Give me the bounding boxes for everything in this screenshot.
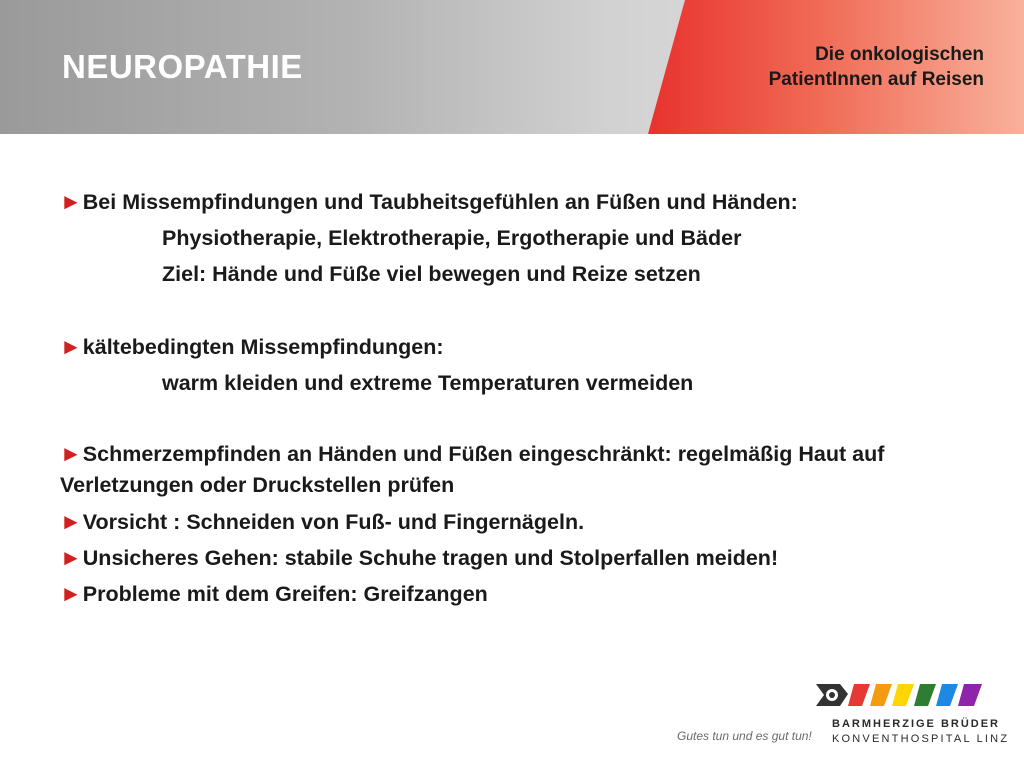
- bullet-text: Schmerzempfinden an Händen und Füßen eingeschränkt: regelmäßig Haut auf Verletzungen oder Druckstellen prüfen: [60, 442, 885, 497]
- bullet-greifen: [60, 576, 980, 612]
- bullet-naegel: [60, 504, 980, 540]
- subtitle-line-2: PatientInnen auf Reisen: [768, 69, 984, 90]
- bullet-arrow-icon: ►: [60, 509, 82, 534]
- bullet-text: kältebedingten Missempfindungen:: [82, 335, 444, 359]
- bullet-kaelte: [60, 329, 980, 365]
- bullet-text: Unsicheres Gehen: stabile Schuhe tragen und Stolperfallen meiden!: [82, 546, 779, 570]
- header-banner: [0, 0, 1024, 134]
- bullet-arrow-icon: ►: [60, 334, 82, 359]
- bullet-text: Bei Missempfindungen und Taubheitsgefühlen an Füßen und Händen:: [82, 190, 798, 214]
- bullet-text: Vorsicht : Schneiden von Fuß- und Fingernägeln.: [82, 510, 585, 534]
- presentation-subtitle: [769, 42, 984, 92]
- slide-content: [60, 184, 980, 612]
- color-stripes-icon: [848, 684, 982, 706]
- bullet-arrow-icon: ►: [60, 581, 82, 606]
- bullet-schmerzempfinden: [60, 438, 980, 501]
- page-title: NEUROPATHIE: [62, 48, 303, 85]
- sub-item-warm: warm kleiden und extreme Temperaturen vermeiden: [162, 371, 694, 395]
- sub-item-goal: Ziel: Hände und Füße viel bewegen und Reize setzen: [162, 262, 701, 286]
- subtitle-line-1: Die onkologischen: [815, 44, 984, 65]
- slogan-text: Gutes tun und es gut tun!: [677, 729, 812, 743]
- organization-name-line-1: BARMHERZIGE BRÜDER: [832, 718, 1000, 730]
- emblem-icon: [816, 684, 848, 706]
- bullet-missempfindungen: [60, 184, 980, 220]
- bullet-arrow-icon: ►: [60, 189, 82, 214]
- bullet-arrow-icon: ►: [60, 441, 82, 466]
- bullet-gehen: [60, 540, 980, 576]
- bullet-arrow-icon: ►: [60, 545, 82, 570]
- organization-name-line-2: KONVENTHOSPITAL LINZ: [832, 733, 1010, 745]
- bullet-text: Probleme mit dem Greifen: Greifzangen: [82, 582, 488, 606]
- sub-item-therapies: Physiotherapie, Elektrotherapie, Ergotherapie und Bäder: [162, 226, 742, 250]
